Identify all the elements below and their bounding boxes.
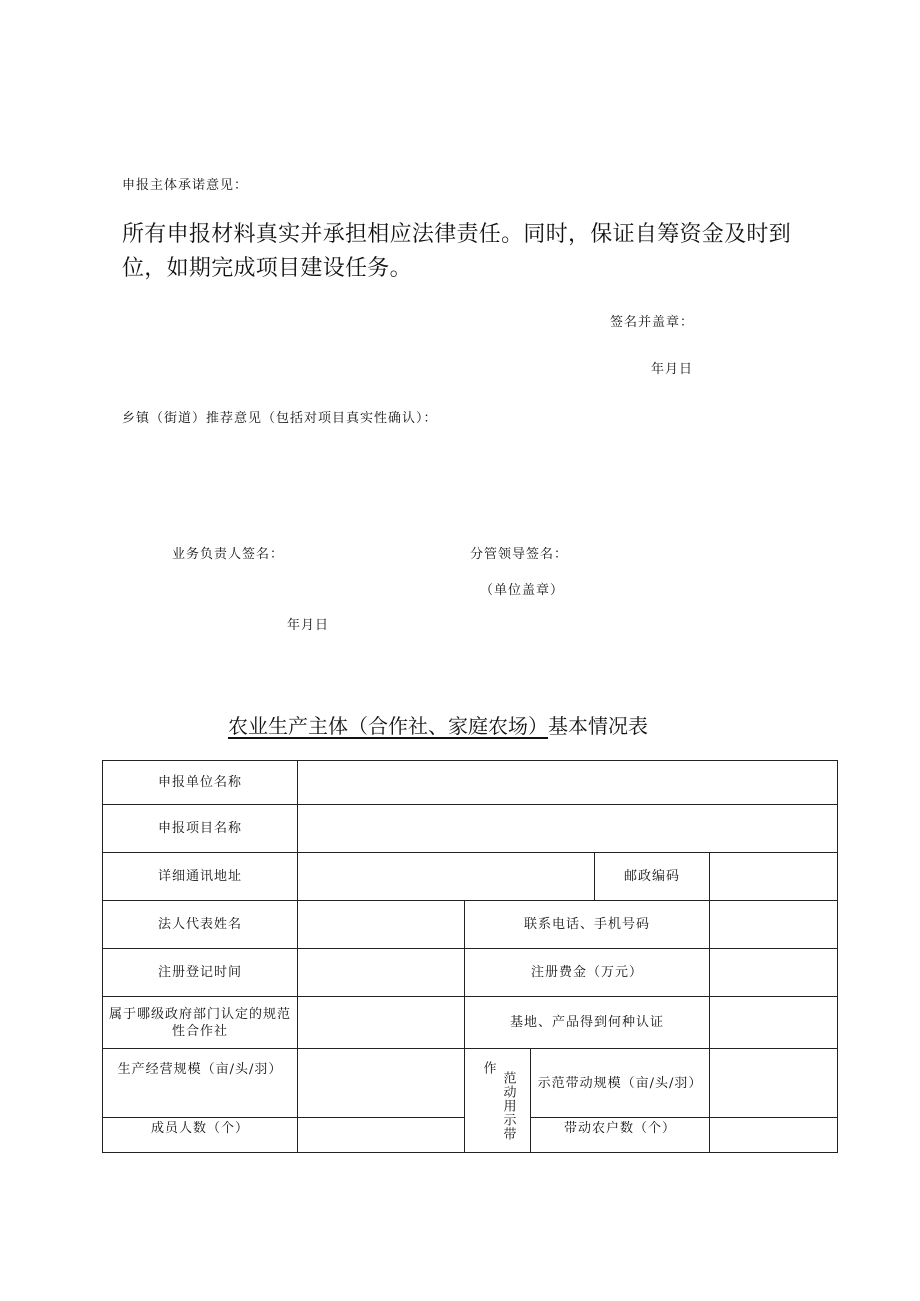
certification-label: 基地、产品得到何种认证 xyxy=(465,997,710,1049)
unit-seal-label: （单位盖章） xyxy=(480,583,565,598)
address-label: 详细通讯地址 xyxy=(103,853,298,901)
commitment-heading: 申报主体承诺意见： xyxy=(122,178,249,193)
commitment-date-label: 年月日 xyxy=(651,362,694,377)
gov-level-label: 属于哪级政府部门认定的规范性合作社 xyxy=(103,997,298,1049)
members-value[interactable] xyxy=(298,1118,465,1153)
postal-code-value[interactable] xyxy=(710,853,838,901)
business-signer-label: 业务负责人签名： xyxy=(172,547,285,562)
phone-value[interactable] xyxy=(710,901,838,949)
table-row xyxy=(103,853,838,901)
table-row xyxy=(103,997,838,1049)
form-title-underlined: 农业生产主体（合作社、家庭农场） xyxy=(228,714,548,738)
form-title-rest: 基本情况表 xyxy=(548,714,648,738)
table-row xyxy=(103,761,838,805)
scale-value[interactable] xyxy=(298,1049,465,1118)
signature-label: 签名并盖章： xyxy=(610,315,695,330)
scale-label: 生产经营规模（亩/头/羽） xyxy=(103,1049,298,1118)
table-row xyxy=(103,1049,838,1118)
phone-label: 联系电话、手机号码 xyxy=(465,901,710,949)
gov-level-value[interactable] xyxy=(298,997,465,1049)
households-value[interactable] xyxy=(710,1118,838,1153)
members-label: 成员人数（个） xyxy=(103,1118,298,1153)
legal-rep-label: 法人代表姓名 xyxy=(103,901,298,949)
demo-scale-label: 示范带动规模（亩/头/羽） xyxy=(531,1049,710,1118)
reg-capital-label: 注册费金（万元） xyxy=(465,949,710,997)
demo-label-col-a: 作 xyxy=(480,1060,496,1075)
leader-signer-label: 分管领导签名： xyxy=(470,547,569,562)
reg-time-label: 注册登记时间 xyxy=(103,949,298,997)
unit-name-label: 申报单位名称 xyxy=(103,761,298,805)
recommendation-date-label: 年月日 xyxy=(287,618,330,633)
project-name-value[interactable] xyxy=(298,805,838,853)
demo-label-col-b: 范动用示带 xyxy=(500,1070,516,1141)
postal-code-label: 邮政编码 xyxy=(595,853,710,901)
project-name-label: 申报项目名称 xyxy=(103,805,298,853)
unit-name-value[interactable] xyxy=(298,761,838,805)
address-value[interactable] xyxy=(298,853,595,901)
table-row xyxy=(103,805,838,853)
certification-value[interactable] xyxy=(710,997,838,1049)
demo-label xyxy=(465,1049,531,1153)
commitment-statement: 所有申报材料真实并承担相应法律责任。同时，保证自筹资金及时到位，如期完成项目建设任务。 xyxy=(122,222,792,281)
demo-scale-value[interactable] xyxy=(710,1049,838,1118)
table-row xyxy=(103,901,838,949)
legal-rep-value[interactable] xyxy=(298,901,465,949)
table-row xyxy=(103,949,838,997)
recommendation-heading: 乡镇（街道）推荐意见（包括对项目真实性确认）： xyxy=(122,411,438,426)
reg-capital-value[interactable] xyxy=(710,949,838,997)
form-title xyxy=(228,710,648,739)
households-label: 带动农户数（个） xyxy=(531,1118,710,1153)
basic-info-table xyxy=(102,760,838,1153)
reg-time-value[interactable] xyxy=(298,949,465,997)
